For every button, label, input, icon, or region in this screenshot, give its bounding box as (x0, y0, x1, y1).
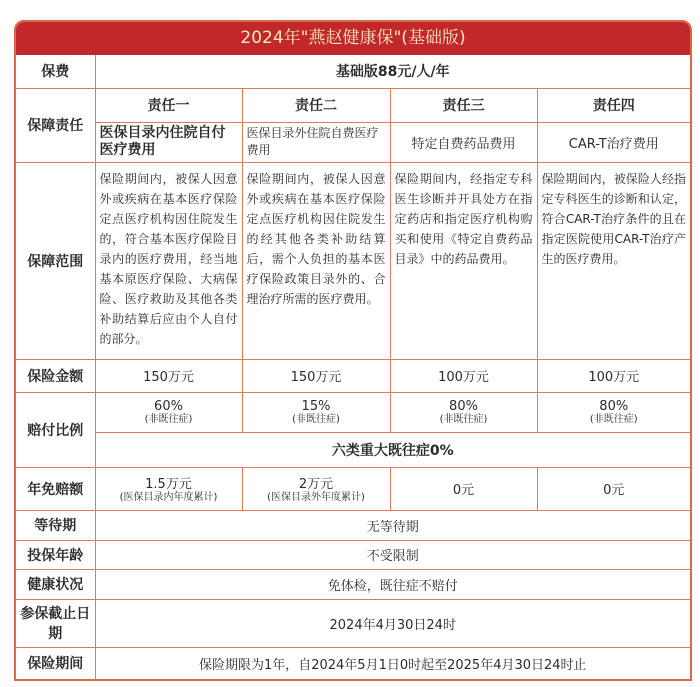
row-label: 赔付比例 (16, 392, 95, 467)
ratio-row (16, 392, 690, 432)
health-row (16, 569, 690, 599)
ratio-cell (390, 392, 537, 432)
row-label: 年免赔额 (16, 467, 95, 510)
ratio-note: (非既往症) (439, 413, 488, 425)
row-label: 保障范围 (16, 162, 95, 359)
coverage-desc: CAR-T治疗费用 (537, 122, 690, 162)
amount-row (16, 359, 690, 392)
deductible-value: 0元 (390, 467, 537, 510)
row-label: 健康状况 (16, 569, 95, 599)
row-label: 等待期 (16, 510, 95, 540)
ratio-note: (非既往症) (589, 413, 638, 425)
deductible-value: 1.5万元 (145, 477, 192, 492)
insurance-table (14, 20, 692, 681)
row-label: 保费 (16, 55, 95, 88)
scope-text: 保险期间内，被保人因意外或疾病在基本医疗保险定点医疗机构因住院发生的经其他各类补助结算后，需个人负担的基本医疗保险政策目录外的、合理治疗所需的医疗费用。 (242, 162, 390, 359)
amount-value: 100万元 (390, 359, 537, 392)
scope-text: 保险期间内，被保人因意外或疾病在基本医疗保险定点医疗机构因住院发生的，符合基本医疗保险目录内的医疗费用，经当地基本原医疗保险、大病保险、医疗救助及其他各类补助结算后应由个人自付的部分。 (95, 162, 242, 359)
deductible-value: 2万元 (298, 477, 334, 492)
row-label: 投保年龄 (16, 540, 95, 569)
scope-row (16, 162, 690, 359)
deductible-note: (医保目录内年度累计) (119, 492, 218, 503)
ratio-cell (95, 392, 242, 432)
age-value: 不受限制 (95, 540, 690, 569)
premium-value: 基础版88元/人/年 (95, 55, 690, 88)
ratio-value: 15% (301, 398, 331, 414)
preexisting-value: 六类重大既往症0% (95, 432, 690, 467)
coverage-name: 责任一 (95, 88, 242, 122)
coverage-name: 责任三 (390, 88, 537, 122)
table-title: 2024年"燕赵健康保"(基础版) (16, 22, 690, 55)
ratio-value: 80% (599, 398, 629, 414)
waiting-value: 无等待期 (95, 510, 690, 540)
coverage-name: 责任二 (242, 88, 390, 122)
period-value: 保险期限为1年，自2024年5月1日0时起至2025年4月30日24时止 (95, 647, 690, 679)
coverage-header-row (16, 88, 690, 122)
amount-value: 100万元 (537, 359, 690, 392)
coverage-desc-row (16, 122, 690, 162)
deductible-cell (242, 467, 390, 510)
preexisting-row (16, 432, 690, 467)
ratio-note: (非既往症) (292, 413, 340, 425)
premium-row (16, 55, 690, 88)
deductible-value: 0元 (537, 467, 690, 510)
ratio-cell (537, 392, 690, 432)
deductible-row (16, 467, 690, 510)
ratio-value: 60% (154, 398, 183, 414)
scope-text: 保险期间内，被保险人经指定专科医生的诊断和认定，符合CAR-T治疗条件的且在指定医院使用CAR-T治疗产生的医疗费用。 (537, 162, 690, 359)
age-row (16, 540, 690, 569)
waiting-row (16, 510, 690, 540)
coverage-desc: 医保目录内住院自付医疗费用 (95, 122, 242, 162)
deadline-value: 2024年4月30日24时 (95, 599, 690, 647)
row-label: 保障责任 (16, 88, 95, 162)
scope-text: 保险期间内，经指定专科医生诊断并开具处方在指定药店和指定医疗机构购买和使用《特定自费药品目录》中的药品费用。 (390, 162, 537, 359)
amount-value: 150万元 (242, 359, 390, 392)
deductible-note: (医保目录外年度累计) (267, 492, 365, 503)
row-label: 保险期间 (16, 647, 95, 679)
ratio-cell (242, 392, 390, 432)
deductible-cell (95, 467, 242, 510)
ratio-value: 80% (449, 398, 478, 414)
row-label: 保险金额 (16, 359, 95, 392)
amount-value: 150万元 (95, 359, 242, 392)
coverage-name: 责任四 (537, 88, 690, 122)
period-row (16, 647, 690, 679)
deadline-row (16, 599, 690, 647)
ratio-note: (非既往症) (144, 413, 193, 425)
row-label: 参保截止日期 (16, 599, 95, 647)
coverage-desc: 特定自费药品费用 (390, 122, 537, 162)
coverage-desc: 医保目录外住院自费医疗费用 (242, 122, 390, 162)
health-value: 免体检，既往症不赔付 (95, 569, 690, 599)
